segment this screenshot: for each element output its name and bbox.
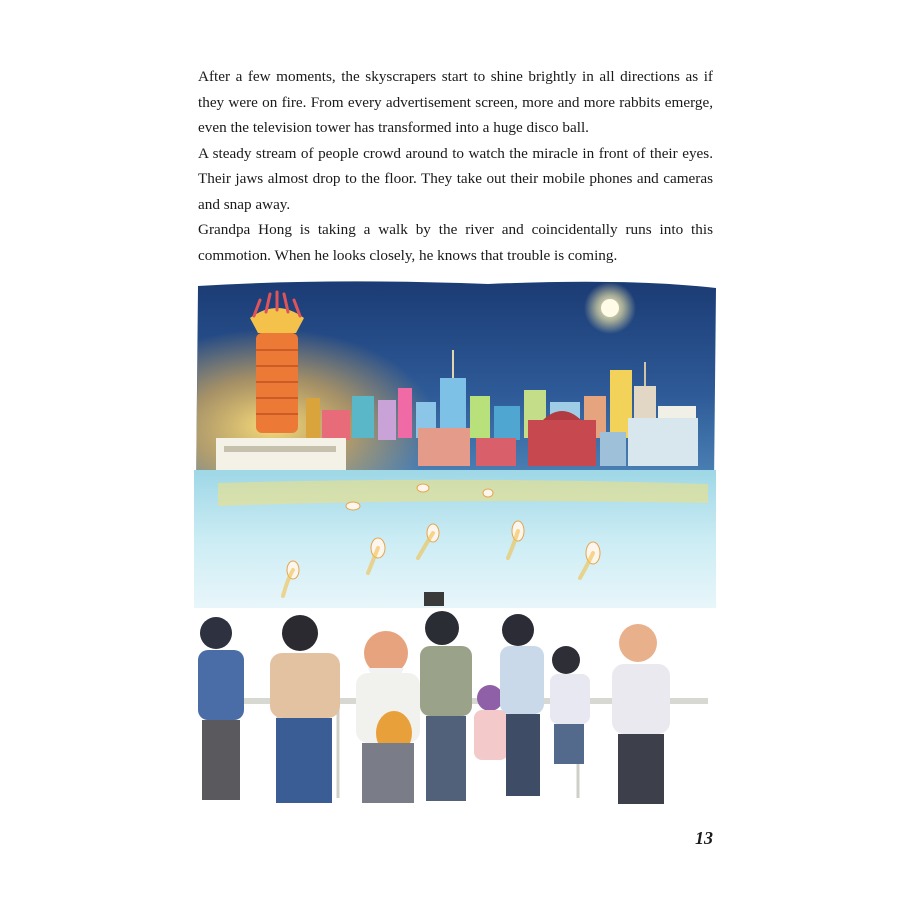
television-tower <box>250 292 304 433</box>
story-paragraph: Grandpa Hong is taking a walk by the river and coincidentally runs into this commotion. When he looks closely, he knows that trouble is coming. <box>198 221 713 264</box>
page-number: 13 <box>695 828 713 848</box>
city-night-illustration <box>188 278 723 823</box>
moon <box>601 299 619 317</box>
story-paragraph: After a few moments, the skyscrapers start to shine brightly in all directions as if they were on fire. From every advertisement screen, more and more rabbits emerge, even the television tower has transformed into a huge disco ball. <box>198 68 713 136</box>
story-paragraph: A steady stream of people crowd around to watch the miracle in front of their eyes. Their jaws almost drop to the floor. They take out their mobile phones and cameras and snap away. <box>198 144 713 213</box>
crowd <box>198 592 708 804</box>
story-text <box>198 64 713 268</box>
